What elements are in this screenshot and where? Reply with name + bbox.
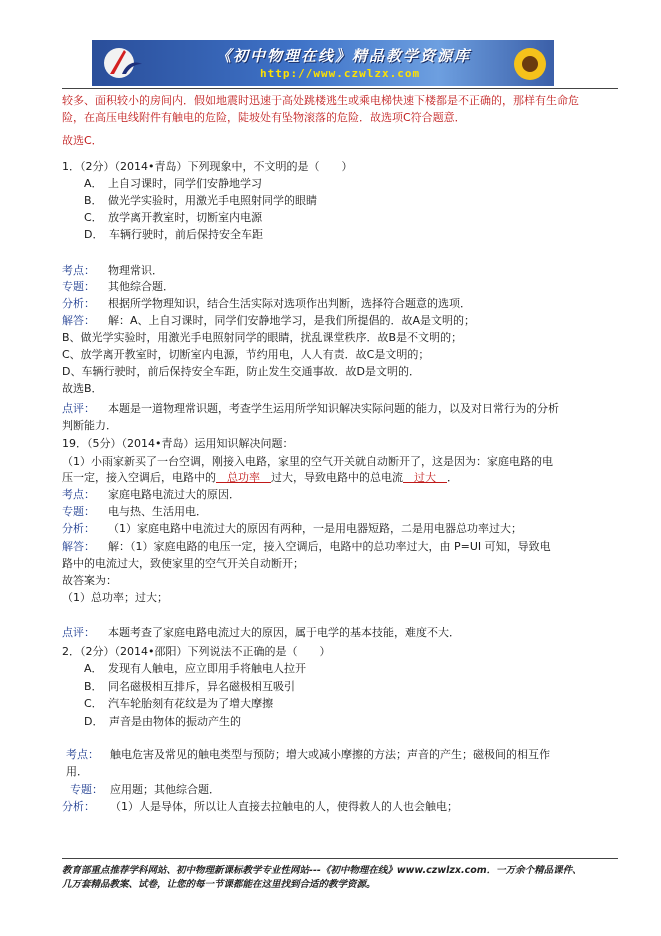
footer [62, 864, 622, 892]
q1-kaodian: 物理常识． [108, 264, 163, 277]
q2-zhuanti-label: 专题： [70, 783, 103, 796]
q2-option-a: A． 发现有人触电，应立即用手将触电人拉开 [84, 662, 307, 675]
q19-jieda-line-2: 路中的电流过大，致使家里的空气开关自动断开； [62, 557, 304, 570]
q19-line-1: （1）小雨家新买了一台空调，刚接入电路，家里的空气开关就自动断开了，这是因为：家庭电路的电 [62, 455, 553, 468]
q1-option-d: D． 车辆行驶时，前后保持安全车距 [84, 228, 263, 241]
intro-line-2: 险，在高压电线附件有触电的危险，陡坡处有坠物滚落的危险．故选项C符合题意． [62, 111, 466, 124]
footer-divider [62, 858, 618, 859]
q19-line-2-b: 过大，导致电路中的总电流 [271, 471, 403, 484]
q2-kaodian-label: 考点： [66, 748, 99, 761]
q1-stem: 1．（2分）（2014•青岛）下列现象中，不文明的是（ ） [62, 160, 353, 173]
q1-jieda-line-4: D、车辆行驶时，前后保持安全车距，防止发生交通事故．故D是文明的． [62, 365, 420, 378]
q2-fenxi: （1）人是导体，所以让人直接去拉触电的人，使得救人的人也会触电； [110, 800, 458, 813]
q19-blank-2: 过大 [403, 471, 447, 484]
q2-option-d: D． 声音是由物体的振动产生的 [84, 715, 241, 728]
q19-zhuanti-label: 专题： [62, 505, 95, 518]
q19-blank-1: 总功率 [216, 471, 271, 484]
q1-dianping-line-2: 判断能力． [62, 419, 117, 432]
q1-kaodian-label: 考点： [62, 264, 95, 277]
q1-fenxi-label: 分析： [62, 297, 95, 310]
q2-option-b: B． 同名磁极相互排斥，异名磁极相互吸引 [84, 680, 296, 693]
q19-jieda-label: 解答： [62, 540, 95, 553]
q19-jieda-line-3: 故答案为： [62, 574, 117, 587]
q2-kaodian-line-2: 用． [66, 765, 88, 778]
q1-zhuanti: 其他综合题． [108, 280, 174, 293]
q19-line-2-a: 压一定，接入空调后，电路中的 [62, 471, 216, 484]
q19-fenxi-label: 分析： [62, 522, 95, 535]
q1-dianping-line-1: 本题是一道物理常识题，考查学生运用所学知识解决实际问题的能力，以及对日常行为的分析 [108, 402, 559, 415]
q19-jieda-line-1: 解：（1）家庭电路的电压一定，接入空调后，电路中的总功率过大，由 P=UI 可知，导致电 [108, 540, 551, 553]
q19-line-2-c: ． [447, 471, 458, 484]
intro-answer: 故选C． [62, 134, 103, 147]
q19-stem: 19．（5分）（2014•青岛）运用知识解决问题： [62, 437, 294, 450]
q1-jieda-line-5: 故选B． [62, 382, 103, 395]
q2-kaodian-line-1: 触电危害及常见的触电类型与预防；增大或减小摩擦的方法；声音的产生；磁极间的相互作 [110, 748, 550, 761]
q19-kaodian: 家庭电路电流过大的原因． [108, 488, 240, 501]
q1-zhuanti-label: 专题： [62, 280, 95, 293]
q19-line-2 [62, 471, 458, 485]
q1-dianping-label: 点评： [62, 402, 95, 415]
q2-stem: 2．（2分）（2014•邵阳）下列说法不正确的是（ ） [62, 645, 331, 658]
header-divider [62, 88, 618, 89]
q19-jieda-line-4: （1）总功率；过大； [62, 591, 168, 604]
header-banner [92, 40, 554, 86]
q1-fenxi: 根据所学物理知识，结合生活实际对选项作出判断，选择符合题意的选项． [108, 297, 471, 310]
site-logo-icon [102, 46, 146, 80]
q1-jieda-line-3: C、放学离开教室时，切断室内电源，节约用电，人人有责．故C是文明的； [62, 348, 430, 361]
q19-dianping-label: 点评： [62, 626, 95, 639]
q1-jieda-line-1: 解：A、上自习课时，同学们安静地学习，是我们所提倡的．故A是文明的； [108, 314, 476, 327]
q19-zhuanti: 电与热、生活用电． [108, 505, 207, 518]
q1-option-c: C． 放学离开教室时，切断室内电源 [84, 211, 263, 224]
q2-zhuanti: 应用题；其他综合题． [110, 783, 220, 796]
banner-url[interactable]: http://www.czwlzx.com [260, 67, 421, 80]
q1-option-b: B． 做光学实验时，用激光手电照射同学的眼睛 [84, 194, 318, 207]
q1-option-a: A． 上自习课时，同学们安静地学习 [84, 177, 263, 190]
intro-line-1: 较多、面积较小的房间内．假如地震时迅速于高处跳楼逃生或乘电梯快速下楼都是不正确的，那样有生命危 [62, 94, 579, 107]
sunflower-icon [510, 44, 550, 84]
banner-title: 《初中物理在线》精品教学资源库 [216, 47, 472, 65]
q19-kaodian-label: 考点： [62, 488, 95, 501]
q1-jieda-label: 解答： [62, 314, 95, 327]
q19-dianping: 本题考查了家庭电路电流过大的原因，属于电学的基本技能，难度不大． [108, 626, 460, 639]
q19-fenxi: （1）家庭电路中电流过大的原因有两种，一是用电器短路，二是用电器总功率过大； [108, 522, 522, 535]
q1-jieda-line-2: B、做光学实验时，用激光手电照射同学的眼睛，扰乱课堂秩序．故B是不文明的； [62, 331, 463, 344]
footer-line-1: 教育部重点推荐学科网站、初中物理新课标教学专业性网站---《初中物理在线》www.czwlzx.com．一万余个精品课件、 [62, 865, 582, 876]
q2-fenxi-label: 分析： [62, 800, 95, 813]
q2-option-c: C． 汽车轮胎刻有花纹是为了增大摩擦 [84, 697, 274, 710]
footer-line-2: 几万套精品教案、试卷，让您的每一节课都能在这里找到合适的教学资源。 [62, 879, 376, 890]
